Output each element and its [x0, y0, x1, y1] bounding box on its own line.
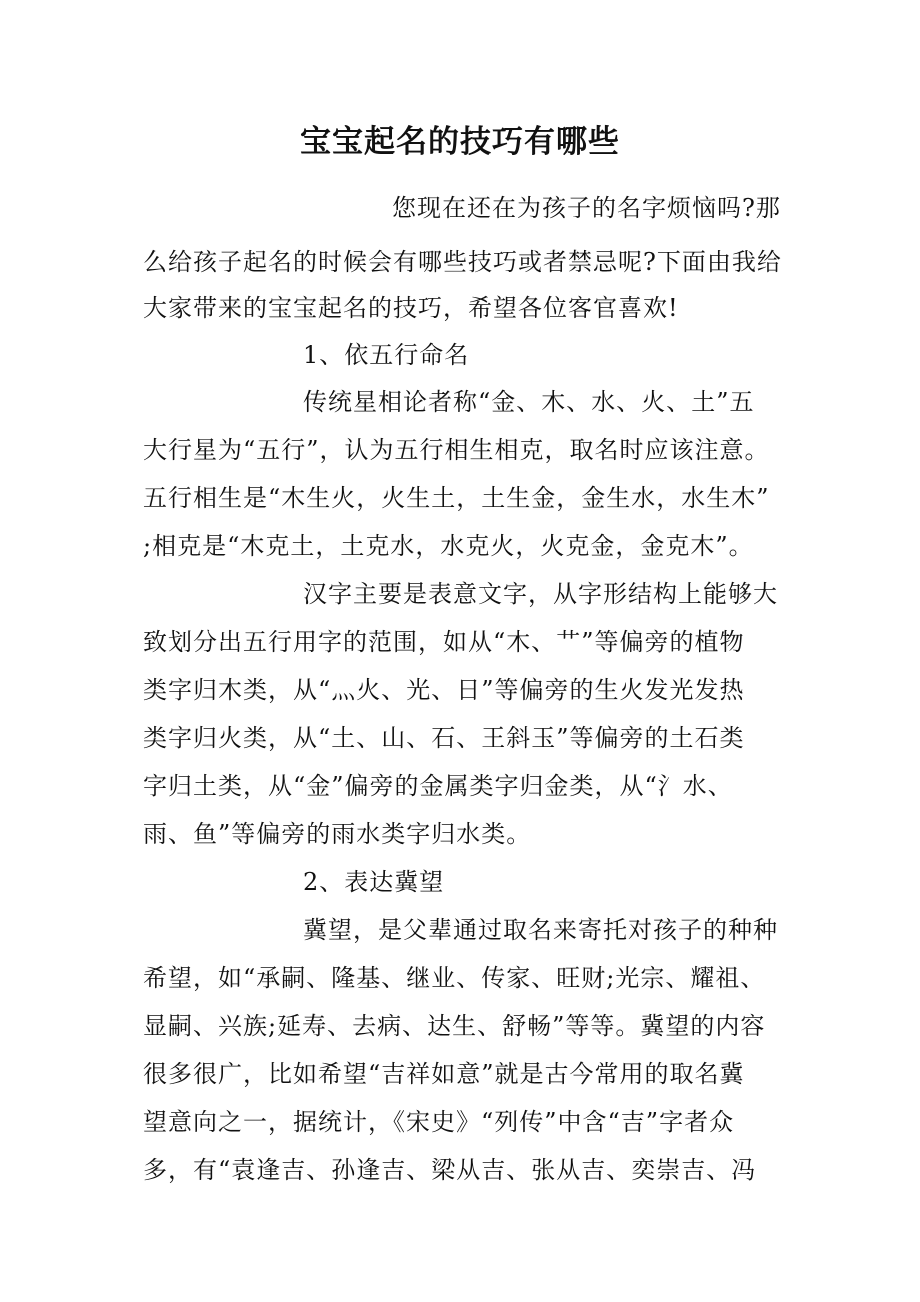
paragraph-line: 望意向之一，据统计，《宋史》“列传”中含“吉”字者众 [143, 1108, 735, 1136]
paragraph-line: ;相克是“木克土，土克水，水克火，火克金，金克木”。 [143, 532, 754, 560]
paragraph-line: 希望，如“承嗣、隆基、继业、传家、旺财;光宗、耀祖、 [143, 964, 766, 992]
section-heading: 2、表达冀望 [303, 868, 445, 896]
paragraph-line: 字归土类，从“金”偏旁的金属类字归金类，从“氵水、 [143, 772, 733, 800]
paragraph-line: 大行星为“五行”，认为五行相生相克，取名时应该注意。 [143, 436, 770, 464]
paragraph-line: 汉字主要是表意文字，从字形结构上能够大 [303, 580, 778, 608]
section-heading: 1、依五行命名 [303, 341, 470, 369]
paragraph-line: 么给孩子起名的时候会有哪些技巧或者禁忌呢?下面由我给 [143, 248, 782, 276]
paragraph-line: 类字归木类，从“灬火、光、日”等偏旁的生火发光发热 [143, 676, 745, 704]
paragraph-line: 冀望，是父辈通过取名来寄托对孩子的种种 [303, 916, 778, 944]
paragraph-line: 大家带来的宝宝起名的技巧，希望各位客官喜欢! [143, 294, 679, 322]
paragraph-line: 很多很广，比如希望“吉祥如意”就是古今常用的取名冀 [143, 1060, 745, 1088]
paragraph-line: 致划分出五行用字的范围，如从“木、艹”等偏旁的植物 [143, 628, 745, 656]
document-title: 宝宝起名的技巧有哪些 [300, 124, 620, 160]
paragraph-line: 类字归火类，从“土、山、石、王斜玉”等偏旁的土石类 [143, 724, 745, 752]
paragraph-line: 五行相生是“木生火，火生土，土生金，金生水，水生木” [143, 484, 770, 512]
paragraph-line: 传统星相论者称“金、木、水、火、土”五 [303, 388, 755, 416]
paragraph-line: 显嗣、兴族;延寿、去病、达生、舒畅”等等。冀望的内容 [143, 1012, 766, 1040]
paragraph-line: 多，有“袁逢吉、孙逢吉、梁从吉、张从吉、奕崇吉、冯 [143, 1156, 757, 1184]
paragraph-line: 雨、鱼”等偏旁的雨水类字归水类。 [143, 820, 532, 848]
paragraph-line: 您现在还在为孩子的名字烦恼吗?那 [392, 194, 781, 222]
